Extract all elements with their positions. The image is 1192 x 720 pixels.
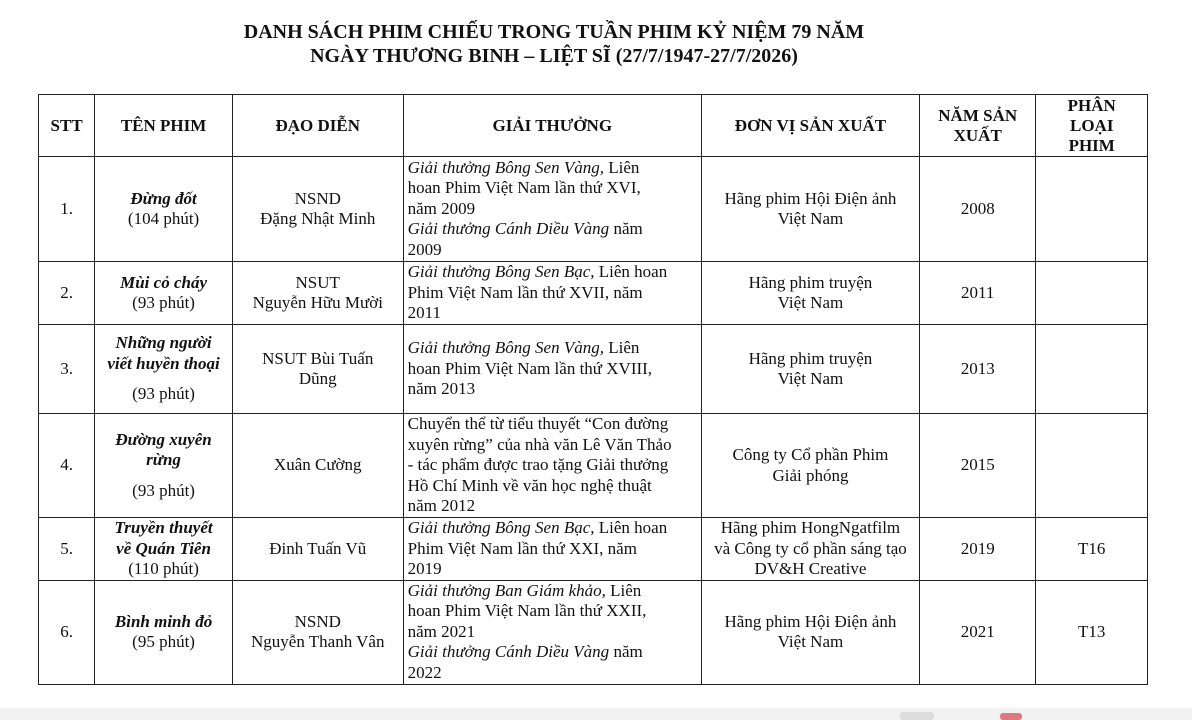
cell-stt: 6. [39,580,95,684]
award-text: hoan Phim Việt Nam lần thứ XXII, [407,601,647,621]
cell-rating [1036,262,1148,325]
table-row [39,518,1148,581]
scroll-indicator [900,712,934,720]
award-text: 2022 [407,662,442,682]
header-director: ĐẠO DIỄN [232,95,403,157]
cell-film [95,157,233,262]
header-rating-line-2: LOẠI [1069,115,1114,135]
film-duration: (93 phút) [132,384,195,404]
cell-year: 2021 [919,580,1036,684]
film-name-line-1: Đường xuyên [115,429,212,449]
award-text: 2019 [407,559,442,578]
producer-line: DV&H Creative [754,559,867,578]
cell-film [95,262,233,325]
film-duration: (110 phút) [128,559,199,578]
cell-director [232,157,403,262]
film-duration: (93 phút) [132,293,195,312]
table-row [39,157,1148,262]
header-film-name: TÊN PHIM [95,95,233,157]
table-row [39,262,1148,325]
cell-award [403,518,701,581]
cell-producer [701,414,919,518]
award-text: năm 2012 [407,496,476,516]
producer-line: Việt Nam [777,632,844,651]
cell-year: 2015 [919,414,1036,518]
director-name: Dũng [298,369,337,388]
cell-director: Xuân Cường [232,414,403,518]
cell-director [232,580,403,684]
header-award: GIẢI THƯỞNG [403,95,701,157]
producer-line: Hãng phim truyện [748,348,873,368]
film-name-line-2: về Quán Tiên [116,538,211,558]
film-name-line-1: Truyền thuyết [114,518,213,537]
producer-line: Việt Nam [777,293,844,312]
cell-stt: 2. [39,262,95,325]
cell-year: 2011 [919,262,1036,325]
producer-line: Giải phóng [772,465,849,485]
cell-director [232,262,403,325]
cell-producer [701,157,919,262]
cell-award [403,262,701,325]
cell-film [95,414,233,518]
cell-rating: T16 [1036,518,1148,581]
award-text: 2011 [407,303,441,323]
table-row [39,414,1148,518]
cell-film [95,580,233,684]
title-line-2: NGÀY THƯƠNG BINH – LIỆT SĨ (27/7/1947-27/7/2026) [310,45,798,67]
director-title: NSND [294,611,341,631]
film-duration: (93 phút) [132,480,195,500]
award-text: Liên [605,580,642,600]
cell-year: 2013 [919,325,1036,414]
cell-producer [701,518,919,581]
cell-producer [701,580,919,684]
producer-line: Hãng phim truyện [748,272,873,292]
cell-rating [1036,157,1148,262]
award-text: - tác phẩm được trao tặng Giải thưởng [407,455,669,475]
cell-award [403,157,701,262]
film-duration: (95 phút) [132,632,195,651]
cell-rating [1036,325,1148,414]
award-text: Liên [603,157,640,177]
cell-film [95,325,233,414]
award-text: Liên hoan [594,262,668,282]
cell-director: Đinh Tuấn Vũ [232,518,403,581]
director-name: Đặng Nhật Minh [260,209,376,228]
header-rating-line-1: PHÂN [1067,95,1116,115]
header-rating-line-3: PHIM [1068,135,1115,155]
award-text: hoan Phim Việt Nam lần thứ XVIII, [407,358,653,378]
cell-award [403,325,701,414]
award-name: Giải thưởng Bông Sen Bạc, [407,262,595,282]
film-name-line-2: rừng [146,450,181,470]
award-text: năm [609,219,643,239]
table-row [39,580,1148,684]
award-text: năm 2009 [407,198,476,218]
award-name: Giải thưởng Cánh Diều Vàng [407,642,610,662]
cell-rating [1036,414,1148,518]
film-name-line-1: Những người [115,333,212,353]
header-year-line-1: NĂM SẢN [938,105,1018,125]
cell-stt: 5. [39,518,95,581]
cell-film [95,518,233,581]
cell-producer [701,325,919,414]
director-title: NSND [294,188,341,208]
cell-stt: 1. [39,157,95,262]
film-name: Bình minh đỏ [114,611,213,631]
header-rating [1036,95,1148,157]
film-name: Mùi cỏ cháy [120,272,207,292]
film-duration: (104 phút) [127,209,200,228]
film-name-line-2: viết huyền thoại [107,353,220,373]
director-name: NSUT Bùi Tuấn [262,348,374,368]
award-text: Liên hoan [594,518,668,537]
award-text: hoan Phim Việt Nam lần thứ XVI, [407,178,641,198]
award-text: Chuyển thể từ tiểu thuyết “Con đường [407,414,669,434]
producer-line: Việt Nam [777,209,844,228]
award-name: Giải thưởng Cánh Diều Vàng [407,219,610,239]
award-name: Giải thưởng Bông Sen Vàng, [407,338,604,358]
cell-rating: T13 [1036,580,1148,684]
cell-award [403,580,701,684]
header-producer: ĐƠN VỊ SẢN XUẤT [701,95,919,157]
cell-director [232,325,403,414]
header-year-line-2: XUẤT [953,125,1002,145]
cell-producer [701,262,919,325]
award-name: Giải thưởng Bông Sen Bạc, [407,518,595,537]
producer-line: Hãng phim Hội Điện ảnh [724,611,897,631]
cell-stt: 4. [39,414,95,518]
award-text: năm [609,642,643,662]
cell-year: 2019 [919,518,1036,581]
producer-line: và Công ty cổ phần sáng tạo [714,538,907,558]
award-name: Giải thưởng Ban Giám khảo, [407,580,606,600]
header-production-year [919,95,1036,157]
table-header-row [39,95,1148,157]
award-text: 2009 [407,239,442,259]
title-line-1: DANH SÁCH PHIM CHIẾU TRONG TUẦN PHIM KỶ NIỆM 79 NĂM [243,21,865,43]
film-name: Đừng đốt [130,188,197,208]
header-stt: STT [39,95,95,157]
award-text: Hồ Chí Minh về văn học nghệ thuật [407,475,652,495]
producer-line: Công ty Cổ phần Phim [732,445,889,464]
producer-line: Việt Nam [777,369,844,388]
producer-line: Hãng phim Hội Điện ảnh [724,188,897,208]
cell-award [403,414,701,518]
award-text: Phim Việt Nam lần thứ XXI, năm [407,538,637,558]
award-text: Phim Việt Nam lần thứ XVII, năm [407,282,643,302]
producer-line: Hãng phim HongNgatfilm [720,518,901,537]
film-schedule-table [38,94,1148,685]
document-title [0,20,1108,68]
cell-year: 2008 [919,157,1036,262]
award-text: xuyên rừng” của nhà văn Lê Văn Thảo [407,434,672,454]
award-name: Giải thưởng Bông Sen Vàng, [407,157,604,177]
table-row [39,325,1148,414]
award-text: Liên [603,338,640,358]
director-name: Nguyễn Hữu Mười [252,293,383,312]
award-text: năm 2021 [407,621,476,641]
director-name: Nguyễn Thanh Vân [251,632,385,651]
cell-stt: 3. [39,325,95,414]
scroll-indicator [1000,713,1022,720]
director-title: NSUT [295,272,340,292]
award-text: năm 2013 [407,379,476,399]
